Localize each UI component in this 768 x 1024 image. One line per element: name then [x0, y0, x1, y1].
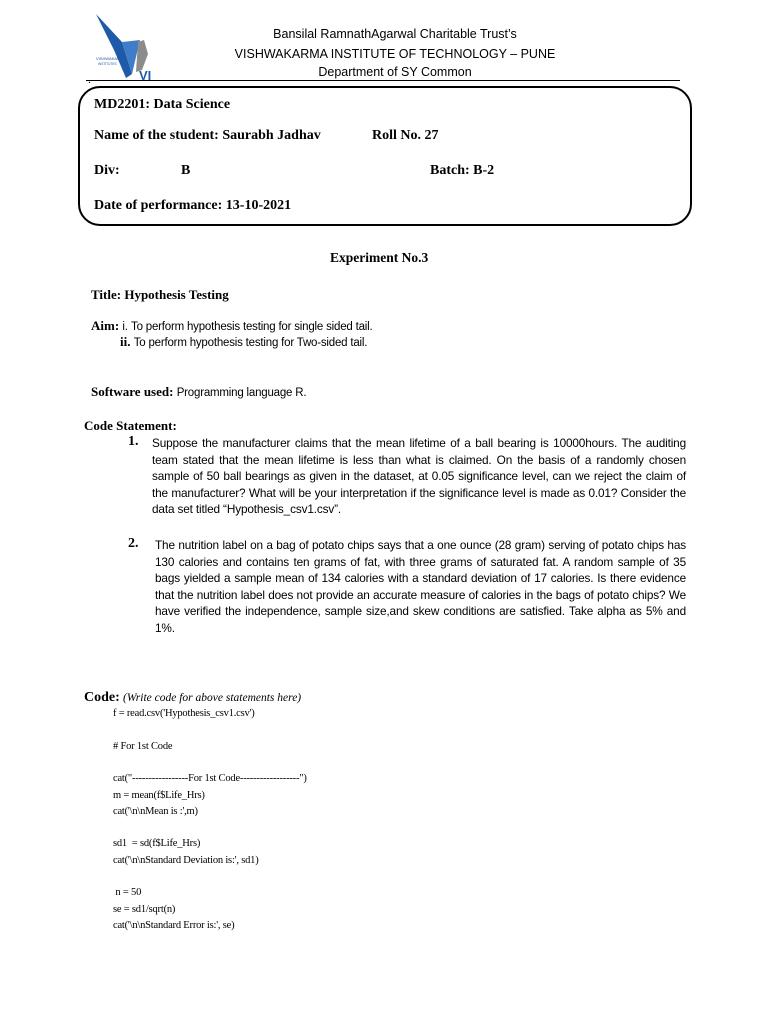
statement-text-2: The nutrition label on a bag of potato chips says that a one ounce (28 gram) serving of potato chips has 130 calories and contains ten grams of fat, with three grams of saturated fat. A random sample of 35 bags yielded a sample mean of 134 calories with a standard deviation of 17 calories. Is there evidence that the nutrition label does not provide an accurate measure of calories in the bags of potato chips? We have verified the independence, sample size,and skew conditions are satisfied. Take alpha as 5% and 1%. [155, 538, 686, 635]
statement-number-1: 1. [128, 434, 139, 449]
title-value: Hypothesis Testing [124, 287, 229, 302]
code-line: se = sd1/sqrt(n) [113, 904, 176, 915]
aim-row-1 [91, 318, 372, 334]
title-label: Title: [91, 287, 122, 302]
roll-no-row [372, 128, 439, 144]
experiment-number: Experiment No.3 [330, 250, 429, 265]
course-code: MD2201: Data Science [94, 97, 231, 112]
logo-text-bottom: INSTITUTES [98, 62, 117, 66]
statement-text-1: Suppose the manufacturer claims that the mean lifetime of a ball bearing is 10000hours. The auditing team stated that the mean lifetime is less than what is claimed. On the basis of a randomly chosen sample of 50 ball bearings as given in the dataset, at 0.05 significance level, can we reject the claim of the manufacturer? What will be your interpretation if the significance level is made as 0.01? Consider the data set titled “Hypothesis_csv1.csv”. [152, 436, 686, 517]
date-row [94, 198, 291, 214]
student-name-label: Name of the student: [94, 128, 219, 143]
code-line: cat('\n\nStandard Error is:', se) [113, 920, 235, 931]
code-line: m = mean(f$Life_Hrs) [113, 790, 205, 801]
institute-logo [92, 12, 162, 82]
roll-no-value: 27 [424, 128, 439, 143]
aim-row-2 [120, 334, 367, 350]
header-rule [86, 80, 680, 81]
institute-name: VISHWAKARMA INSTITUTE OF TECHNOLOGY – PUNE [234, 47, 556, 61]
software-label: Software used: [91, 384, 174, 399]
title-row [91, 287, 229, 303]
code-label: Code: [84, 690, 120, 705]
code-line: cat('\n\nMean is :',m) [113, 806, 198, 817]
div-value: B [181, 163, 191, 178]
statement-number-2: 2. [128, 536, 139, 551]
code-line: n = 50 [113, 887, 142, 898]
student-name-row [94, 128, 321, 144]
code-line: sd1 = sd(f$Life_Hrs) [113, 838, 201, 849]
code-row [84, 689, 301, 706]
code-hint: (Write code for above statements here) [123, 692, 302, 704]
department-name: Department of SY Common [318, 65, 472, 79]
student-name-value: Saurabh Jadhav [222, 128, 321, 143]
software-row [91, 384, 306, 400]
code-statement-heading: Code Statement: [84, 418, 177, 433]
header-dot: . [88, 72, 91, 86]
code-line: f = read.csv('Hypothesis_csv1.csv') [113, 708, 255, 719]
aim-label: Aim: [91, 318, 120, 333]
roll-no-label: Roll No. [372, 128, 421, 143]
date-label: Date of performance: [94, 198, 223, 213]
code-line: # For 1st Code [113, 741, 173, 752]
software-value: Programming language R. [176, 387, 307, 399]
aim-text-2: To perform hypothesis testing for Two-sided tail. [133, 337, 368, 349]
batch-label: Batch: [430, 163, 470, 178]
trust-name: Bansilal RamnathAgarwal Charitable Trust’s [273, 27, 517, 41]
logo-text-top: VISHWAKARMA [96, 56, 126, 61]
aim-text-1: To perform hypothesis testing for single sided tail. [131, 321, 373, 333]
aim-marker-1: i. [122, 321, 128, 333]
code-line: cat("-----------------For 1st Code------------------") [113, 773, 307, 784]
date-value: 13-10-2021 [225, 198, 292, 213]
logo-mark: VI [139, 68, 152, 82]
aim-marker-2: ii. [120, 334, 131, 349]
code-line: cat('\n\nStandard Deviation is:', sd1) [113, 855, 259, 866]
batch-row [430, 163, 494, 179]
batch-value: B-2 [473, 163, 495, 178]
div-label: Div: [94, 163, 120, 178]
